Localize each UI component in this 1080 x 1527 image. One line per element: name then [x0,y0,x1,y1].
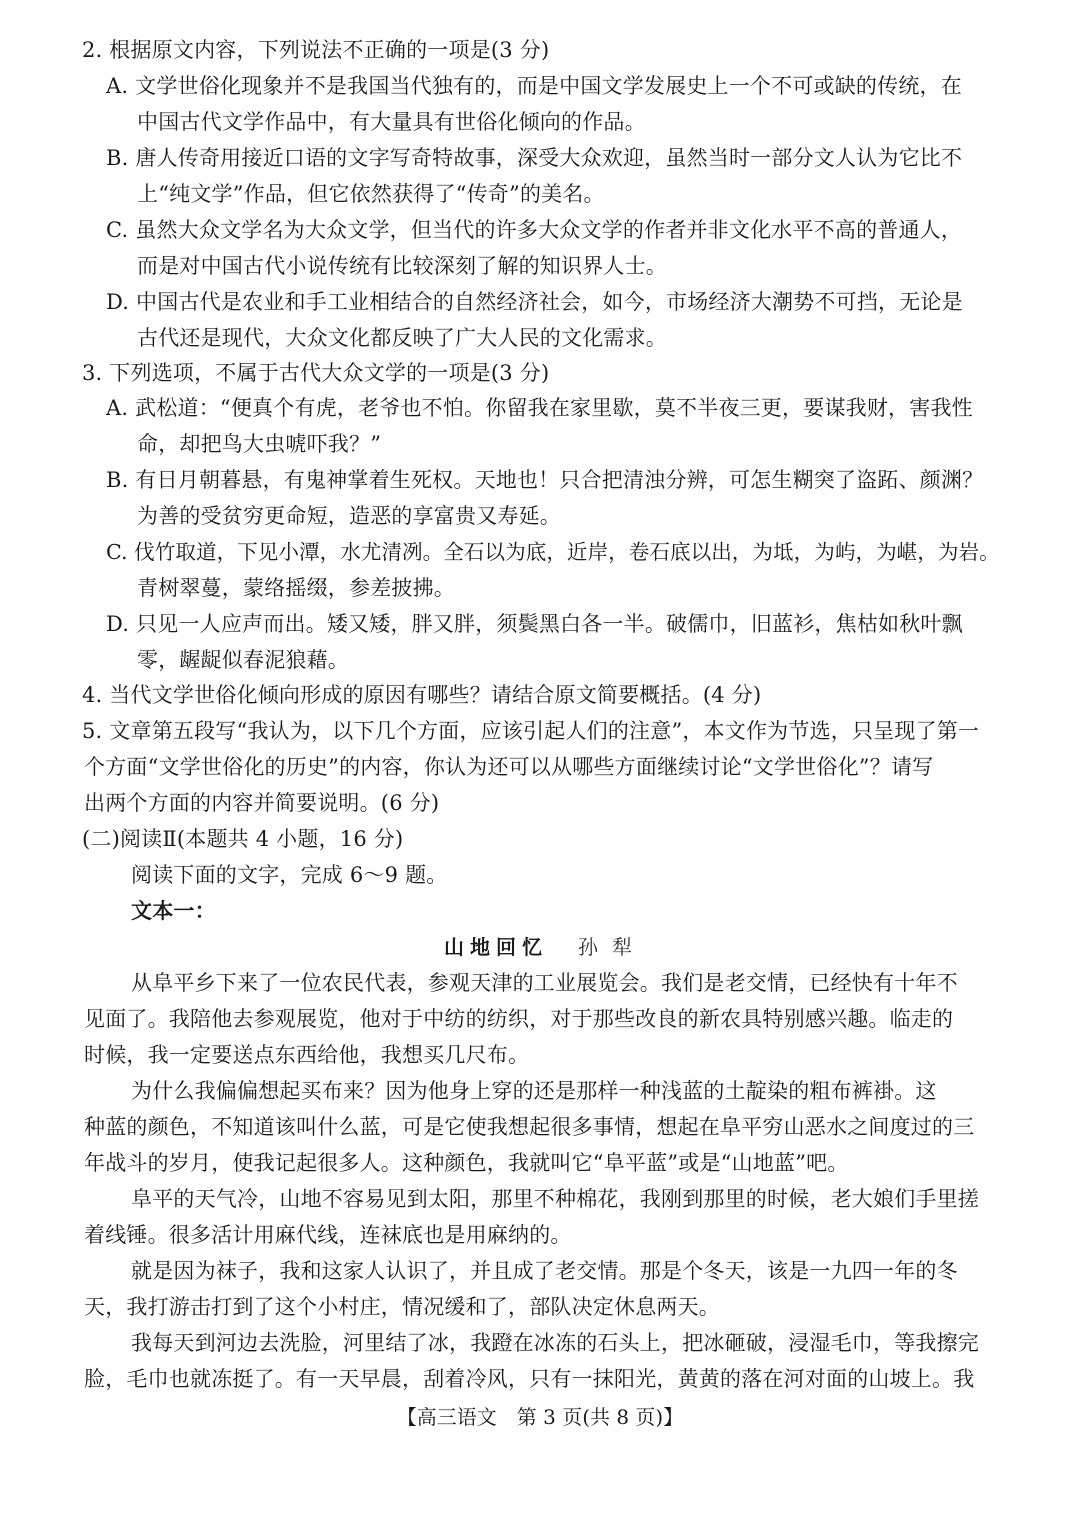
q3-option-b: B. 有日月朝暮悬，有鬼神掌着生死权。天地也！只合把清浊分辨，可怎生糊突了盗跖、颜渊？ [106,468,984,492]
paragraph-line: 从阜平乡下来了一位农民代表，参观天津的工业展览会。我们是老交情，已经快有十年不 [131,971,958,995]
q3-option-d-cont: 零，龌龊似春泥狼藉。 [137,648,349,672]
paragraph-line: 时候，我一定要送点东西给他，我想买几尺布。 [84,1043,530,1067]
paragraph-line: 脸，毛巾也就冻挺了。有一天早晨，刮着冷风，只有一抹阳光，黄黄的落在河对面的山坡上。我 [84,1367,975,1391]
question-2-stem: 2. 根据原文内容，下列说法不正确的一项是(3 分) [82,38,550,62]
q2-option-a: A. 文学世俗化现象并不是我国当代独有的，而是中国文学发展史上一个不可或缺的传统，在 [106,74,962,98]
paragraph-line: 天，我打游击打到了这个小村庄，情况缓和了，部队决定休息两天。 [84,1295,720,1319]
text-label: 文本一： [131,899,216,923]
section-heading: (二)阅读Ⅱ(本题共 4 小题，16 分) [82,827,404,851]
paragraph-line: 年战斗的岁月，使我记起很多人。这种颜色，我就叫它“阜平蓝”或是“山地蓝”吧。 [84,1151,849,1175]
q3-option-b-cont: 为善的受贫穷更命短，造恶的享富贵又寿延。 [137,504,561,528]
paragraph-line: 着线锤。很多活计用麻代线，连袜底也是用麻纳的。 [84,1223,572,1247]
q2-option-a-cont: 中国古代文学作品中，有大量具有世俗化倾向的作品。 [137,110,646,134]
paragraph-line: 我每天到河边去洗脸，河里结了冰，我蹬在冰冻的石头上，把冰砸破，浸湿毛巾，等我擦完 [131,1331,979,1355]
q2-option-b-cont: 上“纯文学”作品，但它依然获得了“传奇”的美名。 [137,182,605,206]
page-footer: 【高三语文 第 3 页(共 8 页)】 [396,1405,684,1429]
paragraph-line: 就是因为袜子，我和这家人认识了，并且成了老交情。那是个冬天，该是一九四一年的冬 [131,1259,958,1283]
paragraph-line: 种蓝的颜色，不知道该叫什么蓝，可是它使我想起很多事情，想起在阜平穷山恶水之间度过的三 [84,1115,975,1139]
q2-option-b: B. 唐人传奇用接近口语的文字写奇特故事，深受大众欢迎，虽然当时一部分文人认为它比不 [106,146,963,170]
q3-option-c: C. 伐竹取道，下见小潭，水尤清冽。全石以为底，近岸，卷石底以出，为坻，为屿，为嵁，为岩。 [106,540,1000,564]
article-title: 山地回忆 [444,935,548,959]
q3-option-c-cont: 青树翠蔓，蒙络摇缀，参差披拂。 [137,576,455,600]
paragraph-line: 见面了。我陪他去参观展览，他对于中纺的纺织，对于那些改良的新农具特别感兴趣。临走的 [84,1007,954,1031]
question-5-line-1: 5. 文章第五段写“我认为，以下几个方面，应该引起人们的注意”，本文作为节选，只呈现了第一 [82,719,980,743]
article-author: 孙犁 [578,935,646,959]
paragraph-line: 阜平的天气冷，山地不容易见到太阳，那里不种棉花，我刚到那里的时候，老大娘们手里搓 [131,1187,979,1211]
q2-option-c: C. 虽然大众文学名为大众文学，但当代的许多大众文学的作者并非文化水平不高的普通人， [106,218,963,242]
section-instruction: 阅读下面的文字，完成 6～9 题。 [131,863,448,887]
q3-option-d: D. 只见一人应声而出。矮又矮，胖又胖，须鬓黑白各一半。破儒巾，旧蓝衫，焦枯如秋叶飘 [106,612,963,636]
question-3-stem: 3. 下列选项，不属于古代大众文学的一项是(3 分) [82,361,550,385]
q2-option-d: D. 中国古代是农业和手工业相结合的自然经济社会，如今，市场经济大潮势不可挡，无论是 [106,290,963,314]
question-4: 4. 当代文学世俗化倾向形成的原因有哪些？请结合原文简要概括。(4 分) [82,683,762,707]
question-5-line-2: 个方面“文学世俗化的历史”的内容，你认为还可以从哪些方面继续讨论“文学世俗化”？请写 [84,755,934,779]
question-5-line-3: 出两个方面的内容并简要说明。(6 分) [84,791,440,815]
paragraph-line: 为什么我偏偏想起买布来？因为他身上穿的还是那样一种浅蓝的土靛染的粗布裤褂。这 [131,1079,937,1103]
q3-option-a-cont: 命，却把鸟大虫唬吓我？” [137,432,382,456]
q3-option-a: A. 武松道：“便真个有虎，老爷也不怕。你留我在家里歇，莫不半夜三更，要谋我财，害我性 [106,396,973,420]
q2-option-d-cont: 古代还是现代，大众文化都反映了广大人民的文化需求。 [137,326,667,350]
q2-option-c-cont: 而是对中国古代小说传统有比较深刻了解的知识界人士。 [137,254,667,278]
